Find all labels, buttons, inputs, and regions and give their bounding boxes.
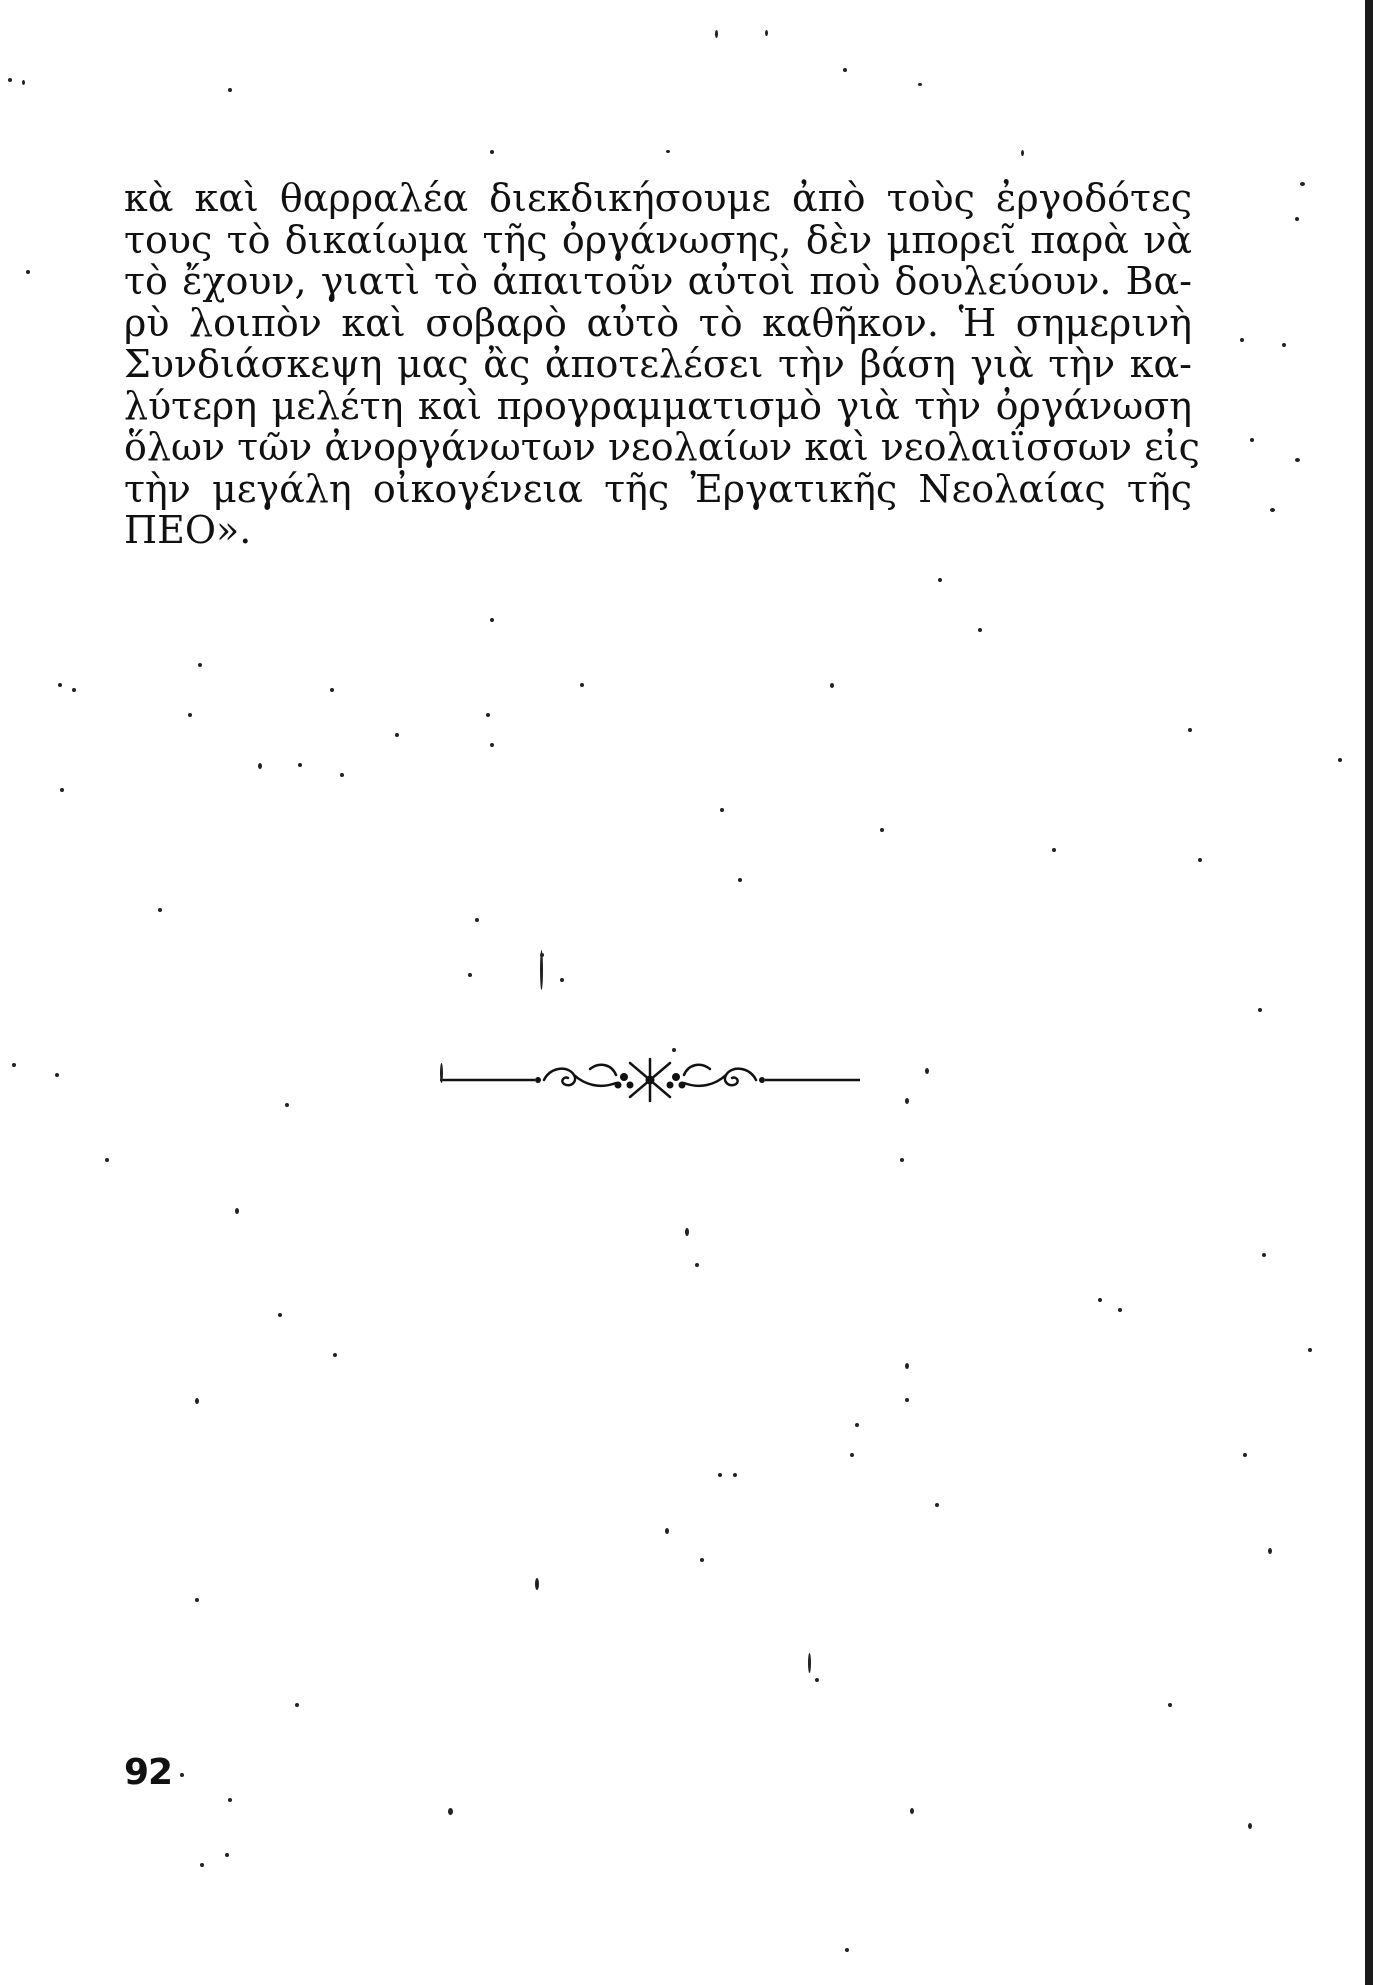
scan-speck [1282, 343, 1286, 347]
scan-speck [298, 763, 302, 767]
scan-speck [490, 150, 494, 154]
scan-speck [672, 1048, 676, 1052]
scan-speck [850, 1453, 854, 1457]
scan-speck [486, 713, 490, 717]
scan-speck [278, 1313, 282, 1317]
scan-speck [905, 1398, 909, 1402]
scan-speck [1240, 338, 1244, 342]
scan-speck [180, 1773, 184, 1777]
scan-speck [1052, 848, 1056, 852]
scan-speck [845, 1948, 849, 1952]
scan-speck [900, 1158, 904, 1162]
scan-speck [395, 733, 399, 737]
scan-speck [720, 808, 724, 812]
scan-speck [1248, 1823, 1252, 1829]
scan-speck [855, 1423, 859, 1427]
scan-speck [1295, 217, 1299, 221]
scan-speck [1021, 150, 1024, 156]
scan-speck [905, 1098, 909, 1104]
page-number: 92 [124, 1752, 173, 1793]
scan-speck [695, 1263, 699, 1267]
scan-speck [330, 688, 334, 692]
body-text [124, 176, 1200, 552]
scan-speck [978, 628, 982, 632]
scan-speck [935, 1503, 939, 1507]
scan-speck [843, 68, 847, 72]
scan-speck [490, 743, 494, 747]
scan-speck [235, 1208, 239, 1214]
scan-binding-edge [1365, 0, 1373, 1985]
text-line: κὰ καὶ θαρραλέα διεκδικήσουμε ἀπὸ τοὺς ἐργοδότες [124, 176, 1192, 220]
scan-speck [738, 878, 742, 882]
scan-speck [448, 1808, 453, 1815]
scan-speck [1250, 438, 1254, 442]
scan-speck [228, 88, 232, 92]
scan-speck [285, 1103, 289, 1107]
scan-speck [295, 1703, 299, 1707]
scan-speck [1243, 1453, 1247, 1457]
scan-speck [560, 978, 564, 982]
scan-speck [258, 763, 262, 769]
text-line: τὴν μεγάλη οἰκογένεια τῆς Ἐργατικῆς Νεολαίας τῆς [124, 466, 1192, 511]
text-line: Συνδιάσκεψη μας ἂς ἀποτελέσει τὴν βάση γιὰ τὴν κα- [124, 342, 1192, 386]
text-line: ρὺ λοιπὸν καὶ σοβαρὸ αὐτὸ τὸ καθῆκον. Ἡ σημερινὴ [124, 300, 1192, 345]
scan-speck [910, 1808, 914, 1814]
scan-speck [60, 788, 64, 792]
scan-speck [733, 1473, 737, 1477]
scan-speck [925, 1068, 929, 1074]
scan-speck [905, 1363, 909, 1369]
scan-speck [540, 953, 544, 957]
scan-speck [1295, 458, 1300, 462]
text-line: λύτερη μελέτη καὶ προγραμματισμὸ γιὰ τὴν ὀργάνωση [124, 383, 1192, 428]
text-line: ὅλων τῶν ἀνοργάνωτων νεολαίων καὶ νεολαιΐσσων εἰς [124, 425, 1200, 469]
scan-speck [225, 1853, 229, 1857]
scan-speck [700, 1558, 704, 1562]
scan-speck [188, 713, 192, 717]
scan-speck [808, 1653, 811, 1673]
scan-speck [1300, 182, 1305, 186]
scan-speck [8, 78, 12, 82]
scan-speck [535, 1578, 539, 1590]
scan-speck [105, 1158, 109, 1162]
scan-speck [1308, 1348, 1312, 1352]
scan-speck [26, 270, 30, 274]
decorative-divider-ornament [440, 1055, 860, 1105]
scan-speck [1198, 858, 1202, 862]
scan-speck [158, 908, 162, 912]
scan-speck [72, 688, 76, 692]
scan-speck [1118, 1308, 1122, 1312]
text-line: τὸ ἔχουν, γιατὶ τὸ ἀπαιτοῦν αὐτοὶ ποὺ δουλεύουν. Βα- [124, 259, 1192, 303]
scan-speck [715, 30, 718, 38]
scan-speck [440, 1063, 443, 1083]
scan-speck [340, 773, 344, 777]
scan-speck [665, 1528, 669, 1534]
scan-speck [880, 828, 884, 832]
scan-speck [1262, 1253, 1266, 1257]
scan-speck [1268, 1548, 1272, 1554]
scan-speck [1270, 508, 1275, 512]
scan-speck [1098, 1298, 1102, 1302]
scan-speck [228, 1798, 232, 1802]
scan-speck [333, 1353, 337, 1357]
scan-speck [765, 30, 768, 36]
scan-speck [198, 663, 202, 667]
scan-speck [1338, 758, 1342, 762]
scan-speck [475, 918, 479, 922]
text-line: ΠΕΟ». [124, 508, 252, 552]
scan-speck [918, 83, 922, 86]
scan-speck [195, 1598, 199, 1602]
scan-speck [1258, 1008, 1262, 1012]
scan-speck [666, 150, 670, 153]
scan-speck [830, 683, 834, 688]
scan-speck [12, 1063, 16, 1067]
scan-speck [580, 683, 584, 687]
scan-speck [195, 1398, 199, 1404]
scan-speck [468, 973, 472, 977]
scan-speck [200, 1863, 204, 1867]
scan-speck [490, 618, 494, 622]
text-line: τους τὸ δικαίωμα τῆς ὀργάνωσης, δὲν μπορεῖ παρὰ νὰ [124, 217, 1192, 262]
scan-speck [718, 1473, 722, 1477]
scan-speck [685, 1228, 689, 1236]
scan-speck [938, 578, 942, 582]
scan-speck [58, 683, 62, 687]
scan-speck [815, 1678, 819, 1682]
scan-speck [1168, 1703, 1172, 1707]
scan-speck [22, 80, 25, 85]
scan-speck [55, 1073, 59, 1077]
scan-speck [1188, 728, 1192, 732]
